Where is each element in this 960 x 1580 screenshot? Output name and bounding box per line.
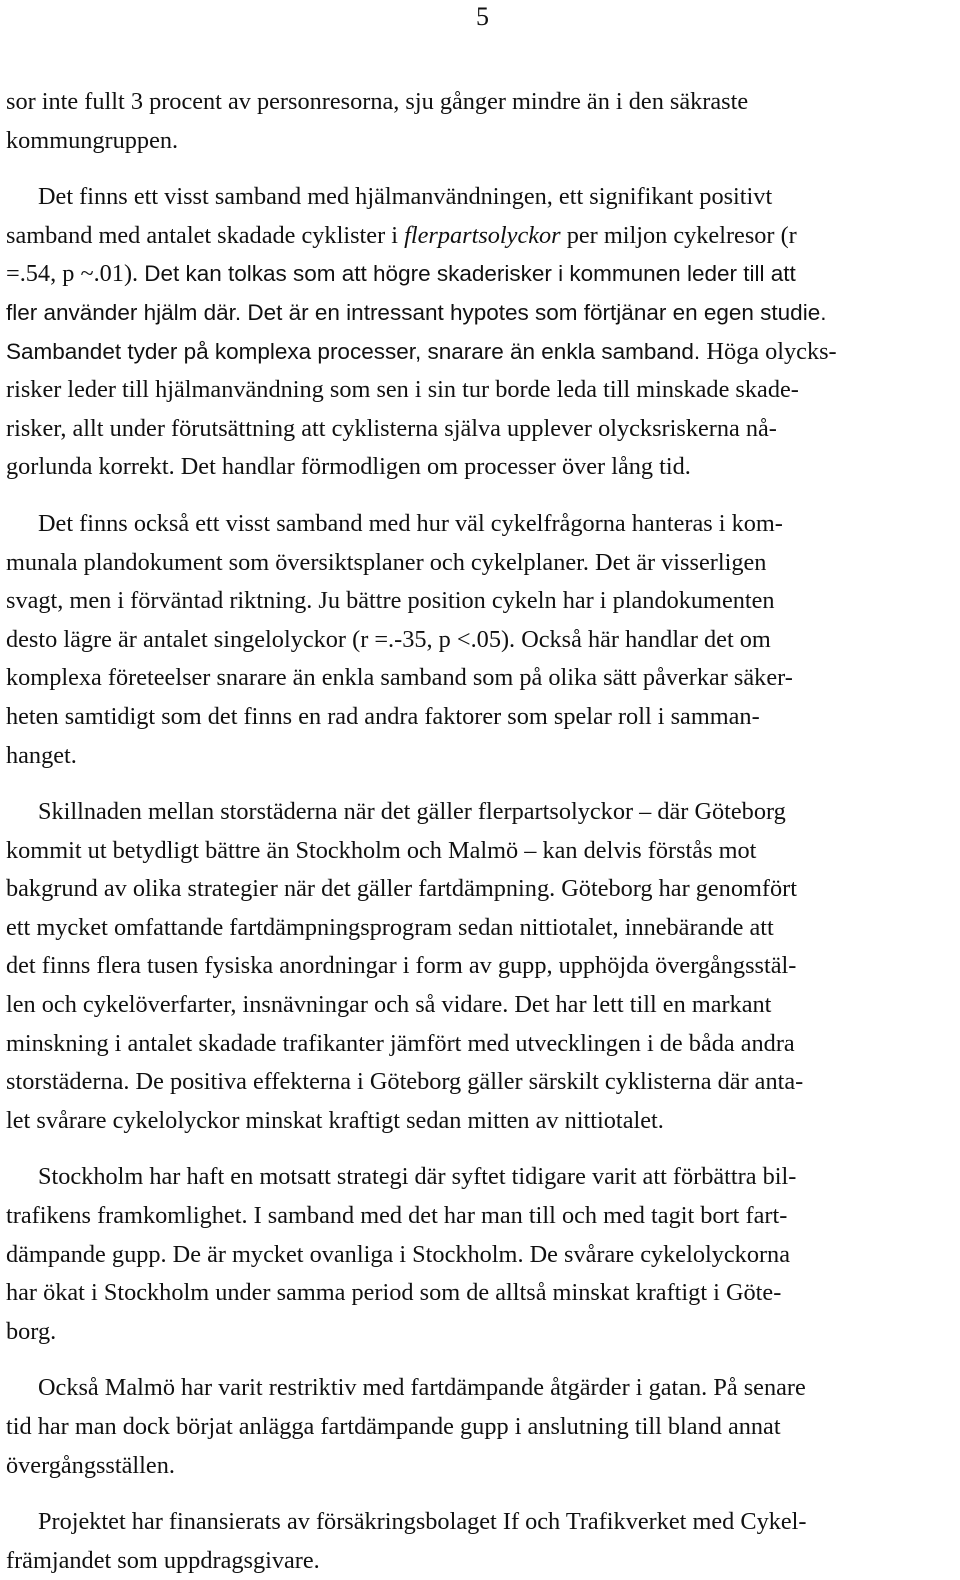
paragraph-7 [6, 1503, 956, 1580]
text-line: minskning i antalet skadade trafikanter jämfört med utvecklingen i de båda andra [6, 1029, 795, 1057]
paragraph-6 [6, 1369, 956, 1485]
text-line: let svårare cykelolyckor minskat kraftigt sedan mitten av nittiotalet. [6, 1106, 664, 1134]
text-line: främjandet som uppdragsgivare. [6, 1546, 320, 1574]
text-line [6, 333, 956, 372]
paragraph-4 [6, 793, 956, 1140]
text-line [6, 217, 956, 256]
text-line: komplexa företeelser snarare än enkla samband som på olika sätt påverkar säker- [6, 664, 793, 692]
text-line: övergångsställen. [6, 1451, 175, 1479]
text-line: storstäderna. De positiva effekterna i Göteborg gäller särskilt cyklisterna där anta- [6, 1068, 804, 1096]
text-line: desto lägre är antalet singelolyckor (r =.-35, p <.05). Också här handlar det om [6, 625, 771, 653]
text-line: borg. [6, 1317, 57, 1345]
text-segment: Höga olycks- [706, 337, 837, 365]
text-line: risker leder till hjälmanvändning som sen i sin tur borde leda till minskade skade- [6, 376, 799, 404]
text-line: har ökat i Stockholm under samma period som de alltså minskat kraftigt i Göte- [6, 1279, 782, 1307]
text-line: dämpande gupp. De är mycket ovanliga i Stockholm. De svårare cykelolyckorna [6, 1240, 790, 1268]
text-segment: =.54, p ~.01). [6, 260, 145, 288]
text-line [6, 255, 956, 294]
text-line: Det finns också ett visst samband med hur väl cykelfrågorna hanteras i kom- [38, 509, 783, 537]
text-line: svagt, men i förväntad riktning. Ju bättre position cykeln har i plandokumenten [6, 587, 775, 615]
text-line: heten samtidigt som det finns en rad andra faktorer som spelar roll i samman- [6, 702, 760, 730]
paragraph-5 [6, 1158, 956, 1351]
text-line: len och cykelöverfarter, insnävningar och så vidare. Det har lett till en markant [6, 991, 772, 1019]
text-line: Stockholm har haft en motsatt strategi där syftet tidigare varit att förbättra bil- [38, 1163, 797, 1191]
text-segment: per miljon cykelresor (r [560, 221, 797, 249]
body-text [6, 83, 956, 1580]
paragraph-2 [6, 178, 956, 487]
text-line: Också Malmö har varit restriktiv med fartdämpande åtgärder i gatan. På senare [38, 1374, 806, 1402]
text-line: risker, allt under förutsättning att cyklisterna själva upplever olycksriskerna nå- [6, 414, 777, 442]
text-line: Projektet har finansierats av försäkringsbolaget If och Trafikverket med Cykel- [38, 1508, 807, 1536]
text-line: sor inte fullt 3 procent av personresorna, sju gånger mindre än i den säkraste [6, 88, 749, 115]
text-line: det finns flera tusen fysiska anordningar i form av gupp, upphöjda övergångsstäl- [6, 952, 797, 980]
text-line: tid har man dock börjat anlägga fartdämpande gupp i anslutning till bland annat [6, 1413, 781, 1440]
paragraph-3 [6, 505, 956, 775]
text-segment: samband med antalet skadade cyklister i [6, 221, 405, 249]
text-line: bakgrund av olika strategier när det gäller fartdämpning. Göteborg har genomfört [6, 875, 797, 903]
text-line: hanget. [6, 741, 77, 769]
text-segment: Sambandet tyder på komplexa processer, snarare än enkla samband. [6, 338, 707, 364]
italic-term: flerpartsolyckor [404, 221, 561, 249]
text-line: gorlunda korrekt. Det handlar förmodligen om processer över lång tid. [6, 453, 691, 481]
text-segment: Det kan tolkas som att högre skaderisker i kommunen leder till att [144, 261, 796, 287]
text-line: Skillnaden mellan storstäderna när det gäller flerpartsolyckor – där Göteborg [38, 798, 786, 826]
text-line: kommit ut betydligt bättre än Stockholm och Malmö – kan delvis förstås mot [6, 836, 757, 864]
page-number: 5 [476, 2, 489, 31]
text-line: Det finns ett visst samband med hjälmanvändningen, ett signifikant positivt [38, 183, 773, 211]
text-line: munala plandokument som översiktsplaner och cykelplaner. Det är visserligen [6, 548, 767, 576]
text-line: trafikens framkomlighet. I samband med det har man till och med tagit bort fart- [6, 1202, 788, 1230]
paragraph-1 [6, 83, 956, 160]
text-line: fler använder hjälm där. Det är en intressant hypotes som förtjänar en egen studie. [6, 299, 827, 325]
text-line: ett mycket omfattande fartdämpningsprogram sedan nittiotalet, innebärande att [6, 913, 774, 941]
text-line: kommungruppen. [6, 126, 179, 154]
